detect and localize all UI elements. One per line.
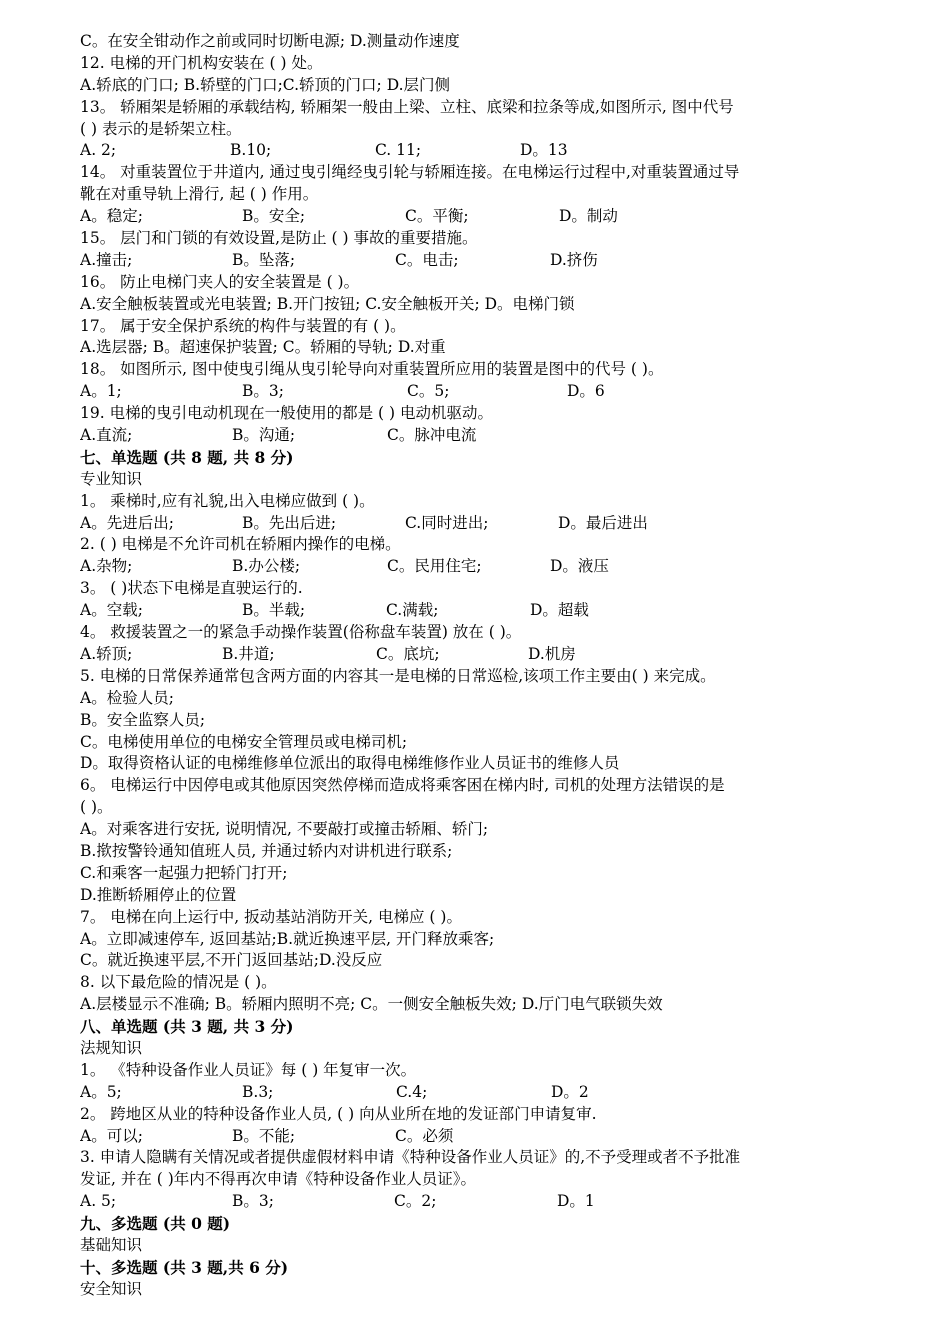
text-line: 6。 电梯运行中因停电或其他原因突然停梯而造成将乘客困在梯内时, 司机的处理方法错误的是	[80, 776, 725, 795]
text-line: 12. 电梯的开门机构安装在 ( ) 处。	[80, 53, 323, 72]
text-line: 2. ( ) 电梯是不允许司机在轿厢内操作的电梯。	[80, 535, 401, 554]
option-text: C。脉冲电流	[387, 426, 477, 445]
text-line: 18。 如图所示, 图中使曳引绳从曳引轮导向对重装置所应用的装置是图中的代号 ( )。	[80, 360, 664, 379]
option-text: C. 11;	[375, 141, 422, 160]
option-text: B。坠落;	[232, 250, 296, 269]
text-line: 14。 对重装置位于井道内, 通过曳引绳经曳引轮与轿厢连接。在电梯运行过程中,对重装置通过导	[80, 163, 740, 182]
option-row	[80, 1126, 920, 1148]
text-line: C。电梯使用单位的电梯安全管理员或电梯司机;	[80, 732, 408, 751]
option-row	[80, 600, 920, 622]
text-line: D。取得资格认证的电梯维修单位派出的取得电梯维修作业人员证书的维修人员	[80, 754, 620, 773]
option-text: D。超载	[530, 601, 589, 620]
text-line: C.和乘客一起强力把轿门打开;	[80, 863, 288, 882]
text-line: 4。 救援装置之一的紧急手动操作装置(俗称盘车装置) 放在 ( )。	[80, 623, 522, 642]
text-line: 2。 跨地区从业的特种设备作业人员, ( ) 向从业所在地的发证部门申请复审.	[80, 1104, 597, 1123]
text-line: 16。 防止电梯门夹人的安全装置是 ( )。	[80, 272, 360, 291]
text-line: 发证, 并在 ( )年内不得再次申请《特种设备作业人员证》。	[80, 1170, 477, 1189]
text-line: 法规知识	[80, 1038, 143, 1057]
option-text: C。底坑;	[376, 644, 440, 663]
option-text: B。3;	[242, 382, 284, 401]
option-text: B.3;	[242, 1082, 274, 1101]
option-text: D。13	[520, 141, 568, 160]
text-line: A.层楼显示不准确; B。轿厢内照明不亮; C。一侧安全触板失效; D.厅门电气联锁失效	[80, 995, 663, 1014]
text-line: 15。 层门和门锁的有效设置,是防止 ( ) 事故的重要措施。	[80, 229, 478, 248]
option-row	[80, 206, 920, 228]
option-text: D。2	[551, 1082, 589, 1101]
option-row	[80, 644, 920, 666]
text-line: 3. 申请人隐瞒有关情况或者提供虚假材料申请《特种设备作业人员证》的,不予受理或者不予批准	[80, 1148, 741, 1167]
option-text: B。半载;	[242, 601, 306, 620]
option-text: A.撞击;	[80, 250, 133, 269]
option-text: A。1;	[80, 382, 122, 401]
option-row	[80, 513, 920, 535]
option-row	[80, 556, 920, 578]
text-line: 1。 《特种设备作业人员证》每 ( ) 年复审一次。	[80, 1060, 417, 1079]
option-text: D。液压	[550, 557, 609, 576]
option-text: D。制动	[559, 207, 618, 226]
option-text: C。5;	[407, 382, 450, 401]
option-text: C.满载;	[386, 601, 439, 620]
option-text: C。民用住宅;	[387, 557, 482, 576]
option-text: C.同时进出;	[405, 513, 489, 532]
option-text: A. 5;	[80, 1192, 117, 1211]
option-text: A。稳定;	[80, 207, 143, 226]
option-row	[80, 1082, 920, 1104]
text-line: 8. 以下最危险的情况是 ( )。	[80, 973, 277, 992]
option-text: D。最后进出	[558, 513, 648, 532]
option-row	[80, 250, 920, 272]
option-row	[80, 140, 920, 162]
text-line: 基础知识	[80, 1235, 143, 1254]
text-line: 17。 属于安全保护系统的构件与装置的有 ( )。	[80, 316, 406, 335]
text-line: B.揿按警铃通知值班人员, 并通过轿内对讲机进行联系;	[80, 841, 453, 860]
option-text: C。必须	[395, 1126, 454, 1145]
option-text: B。安全;	[242, 207, 306, 226]
text-line: C。在安全钳动作之前或同时切断电源; D.测量动作速度	[80, 32, 460, 50]
option-text: A.轿顶;	[80, 644, 133, 663]
text-line: ( ) 表示的是轿架立柱。	[80, 119, 242, 138]
option-text: B.10;	[230, 141, 272, 160]
text-line: A.安全触板装置或光电装置; B.开门按钮; C.安全触板开关; D。电梯门锁	[80, 294, 575, 313]
text-line: A.轿底的门口; B.轿壁的门口;C.轿顶的门口; D.层门侧	[80, 75, 450, 94]
option-text: A. 2;	[80, 141, 117, 160]
option-text: A。先进后出;	[80, 513, 174, 532]
text-line: C。就近换速平层,不开门返回基站;D.没反应	[80, 951, 383, 970]
text-line: 13。 轿厢架是轿厢的承载结构, 轿厢架一般由上梁、立柱、底梁和拉条等成,如图所示, 图中代号	[80, 97, 734, 116]
text-line: 1。 乘梯时,应有礼貌,出入电梯应做到 ( )。	[80, 491, 375, 510]
option-text: C。平衡;	[405, 207, 469, 226]
section-heading: 十、多选题 (共 3 题,共 6 分)	[80, 1257, 289, 1277]
option-text: A。可以;	[80, 1126, 143, 1145]
option-text: A.直流;	[80, 426, 133, 445]
text-line: A。检验人员;	[80, 688, 174, 707]
option-text: B。3;	[232, 1192, 274, 1211]
option-text: B.井道;	[222, 644, 275, 663]
option-text: B。不能;	[232, 1126, 296, 1145]
option-text: B.办公楼;	[232, 557, 301, 576]
section-heading: 九、多选题 (共 0 题)	[80, 1214, 231, 1234]
option-text: D.挤伤	[550, 250, 598, 269]
text-line: A。立即减速停车, 返回基站;B.就近换速平层, 开门释放乘客;	[80, 929, 495, 948]
option-text: B。先出后进;	[242, 513, 337, 532]
option-text: D。1	[557, 1192, 595, 1211]
text-line: A.选层器; B。超速保护装置; C。轿厢的导轨; D.对重	[80, 338, 446, 357]
text-line: 3。 ( )状态下电梯是直驶运行的.	[80, 579, 303, 598]
option-text: D。6	[567, 382, 605, 401]
text-line: 7。 电梯在向上运行中, 扳动基站消防开关, 电梯应 ( )。	[80, 907, 462, 926]
text-line: 19. 电梯的曳引电动机现在一般使用的都是 ( ) 电动机驱动。	[80, 404, 493, 423]
text-line: 安全知识	[80, 1279, 143, 1298]
option-row	[80, 425, 920, 447]
option-row	[80, 381, 920, 403]
option-text: A。5;	[80, 1082, 122, 1101]
exam-document	[80, 31, 920, 1301]
option-text: B。沟通;	[232, 426, 296, 445]
option-text: D.机房	[528, 644, 576, 663]
option-text: A.杂物;	[80, 557, 133, 576]
option-text: C.4;	[396, 1082, 428, 1101]
section-heading: 八、单选题 (共 3 题, 共 3 分)	[80, 1017, 294, 1037]
text-line: A。对乘客进行安抚, 说明情况, 不要敲打或撞击轿厢、轿门;	[80, 820, 489, 839]
option-text: A。空载;	[80, 601, 143, 620]
section-heading: 七、单选题 (共 8 题, 共 8 分)	[80, 447, 294, 467]
text-line: ( )。	[80, 798, 113, 817]
text-line: 专业知识	[80, 469, 143, 488]
option-text: C。电击;	[395, 250, 459, 269]
option-row	[80, 1191, 920, 1213]
text-line: 靴在对重导轨上滑行, 起 ( ) 作用。	[80, 185, 319, 204]
text-line: B。安全监察人员;	[80, 710, 206, 729]
text-line: 5. 电梯的日常保养通常包含两方面的内容其一是电梯的日常巡检,该项工作主要由( ) 来完成。	[80, 666, 716, 685]
text-line: D.推断轿厢停止的位置	[80, 885, 237, 904]
option-text: C。2;	[394, 1192, 437, 1211]
